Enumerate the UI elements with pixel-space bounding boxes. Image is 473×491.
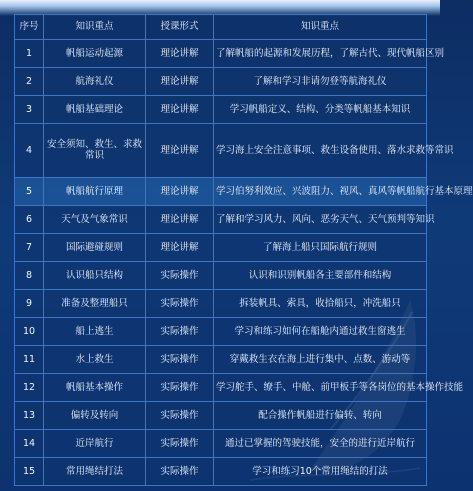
table-header-row (15, 15, 427, 40)
row-number: 9 (15, 289, 44, 317)
row-number: 12 (15, 373, 44, 401)
row-form: 理论讲解 (146, 177, 214, 205)
row-form: 理论讲解 (146, 40, 214, 68)
header-detail: 知识重点 (214, 15, 427, 40)
row-detail: 拆装帆具、索具，收拾船只，冲洗船只 (214, 289, 427, 317)
row-topic: 偏转及转向 (44, 401, 146, 429)
row-topic: 航海礼仪 (44, 68, 146, 96)
row-detail: 配合操作帆船进行偏转、转向 (214, 401, 427, 429)
row-number: 8 (15, 261, 44, 289)
table-row (15, 68, 427, 96)
table-row (15, 96, 427, 124)
row-detail: 穿戴救生衣在海上进行集中、点数、游动等 (214, 345, 427, 373)
row-number: 3 (15, 96, 44, 124)
row-detail: 通过已掌握的驾驶技能，安全的进行近岸航行 (214, 429, 427, 457)
table-row (15, 429, 427, 457)
row-form: 理论讲解 (146, 96, 214, 124)
row-topic: 天气及气象常识 (44, 205, 146, 233)
table-row (15, 40, 427, 68)
row-form: 理论讲解 (146, 68, 214, 96)
row-topic: 帆船航行原理 (44, 177, 146, 205)
row-form: 实际操作 (146, 345, 214, 373)
row-number: 15 (15, 457, 44, 485)
row-detail: 了解和学习风力、风向、恶劣天气、天气预判等知识 (214, 205, 427, 233)
row-topic: 帆船运动起源 (44, 40, 146, 68)
row-topic: 水上救生 (44, 345, 146, 373)
row-detail: 了解帆船的起源和发展历程，了解古代、现代帆船区别 (214, 40, 427, 68)
row-topic: 船上逃生 (44, 317, 146, 345)
row-topic: 认识船只结构 (44, 261, 146, 289)
table-row (15, 401, 427, 429)
row-number: 5 (15, 177, 44, 205)
header-topic: 知识重点 (44, 15, 146, 40)
row-number: 2 (15, 68, 44, 96)
row-topic: 常用绳结打法 (44, 457, 146, 485)
table-row (15, 233, 427, 261)
table-row (15, 373, 427, 401)
row-number: 13 (15, 401, 44, 429)
row-detail: 学习舵手、缭手、中舱、前甲板手等各岗位的基本操作技能 (214, 373, 427, 401)
row-form: 实际操作 (146, 261, 214, 289)
row-detail: 了解海上船只国际航行规则 (214, 233, 427, 261)
row-number: 6 (15, 205, 44, 233)
row-form: 实际操作 (146, 429, 214, 457)
row-topic: 帆船基础理论 (44, 96, 146, 124)
header-form: 授课形式 (146, 15, 214, 40)
row-topic: 帆船基本操作 (44, 373, 146, 401)
row-number: 11 (15, 345, 44, 373)
row-number: 7 (15, 233, 44, 261)
course-table (14, 14, 473, 486)
row-detail: 学习和练习如何在船舱内通过救生窗逃生 (214, 317, 427, 345)
table-row (15, 345, 427, 373)
table-row (15, 317, 427, 345)
row-number: 10 (15, 317, 44, 345)
row-topic: 近岸航行 (44, 429, 146, 457)
header-no: 序号 (15, 15, 44, 40)
table-row (15, 205, 427, 233)
table-row (15, 289, 427, 317)
row-form: 实际操作 (146, 317, 214, 345)
row-number: 1 (15, 40, 44, 68)
row-number: 4 (15, 124, 44, 178)
row-form: 理论讲解 (146, 233, 214, 261)
row-number: 14 (15, 429, 44, 457)
row-form: 实际操作 (146, 373, 214, 401)
row-detail: 学习伯努利效应、兴波阻力、视风、真风等帆船航行基本原理 (214, 177, 427, 205)
table-row (15, 261, 427, 289)
row-detail: 了解和学习非请勿登等航海礼仪 (214, 68, 427, 96)
row-form: 实际操作 (146, 401, 214, 429)
table-row (15, 124, 427, 178)
table-row (15, 177, 427, 205)
row-form: 实际操作 (146, 457, 214, 485)
row-detail: 学习帆船定义、结构、分类等帆船基本知识 (214, 96, 427, 124)
row-topic: 国际避碰规则 (44, 233, 146, 261)
table-row (15, 457, 427, 485)
row-detail: 认识和识别帆船各主要部件和结构 (214, 261, 427, 289)
row-form: 理论讲解 (146, 124, 214, 178)
row-form: 理论讲解 (146, 205, 214, 233)
row-detail: 学习和练习10个常用绳结的打法 (214, 457, 427, 485)
row-detail: 学习海上安全注意事项、救生设备使用、落水求救等常识 (214, 124, 427, 178)
row-topic: 安全须知、救生、求救常识 (44, 124, 146, 178)
row-form: 实际操作 (146, 289, 214, 317)
row-topic: 准备及整理船只 (44, 289, 146, 317)
